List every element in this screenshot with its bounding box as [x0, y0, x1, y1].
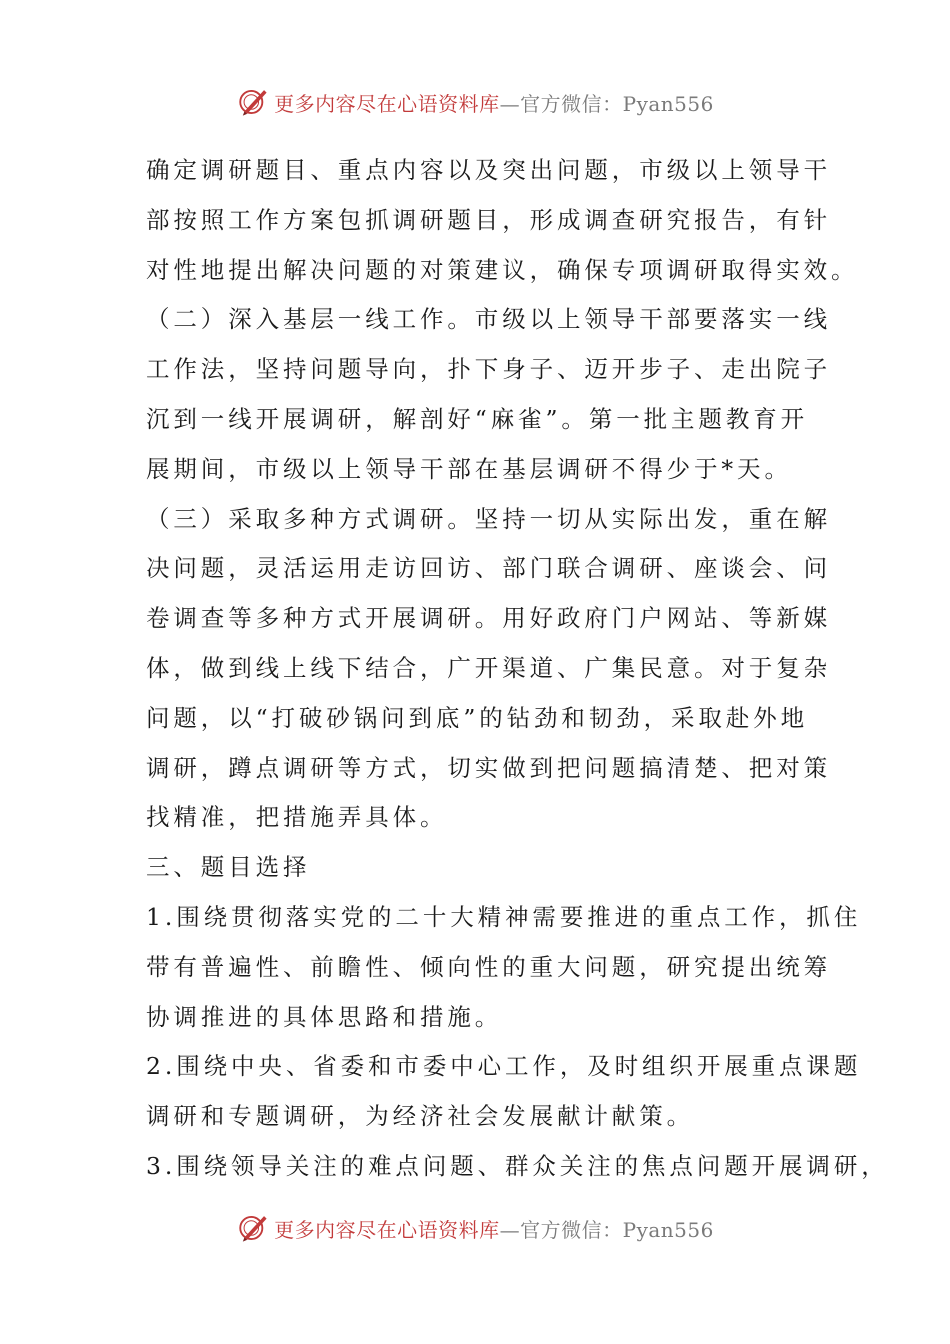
pen-seal-logo-icon — [236, 1211, 270, 1245]
text-line: 对性地提出解决问题的对策建议，确保专项调研取得实效。 — [146, 255, 859, 284]
text-line: （三）采取多种方式调研。坚持一切从实际出发，重在解 — [146, 504, 831, 533]
text-line: 3.围绕领导关注的难点问题、群众关注的焦点问题开展调研， — [146, 1151, 889, 1180]
banner-title: 更多内容尽在心语资料库 — [274, 1217, 500, 1242]
text-line: （二）深入基层一线工作。市级以上领导干部要落实一线 — [146, 305, 831, 334]
text-line: 体，做到线上线下结合，广开渠道、广集民意。对于复杂 — [146, 653, 831, 682]
text-line: 决问题，灵活运用走访回访、部门联合调研、座谈会、问 — [146, 554, 831, 583]
header-banner — [0, 82, 950, 122]
text-line: 工作法，坚持问题导向，扑下身子、迈开步子、走出院子 — [146, 355, 831, 384]
banner-title: 更多内容尽在心语资料库 — [274, 91, 500, 116]
text-line: 卷调查等多种方式开展调研。用好政府门户网站、等新媒 — [146, 604, 831, 633]
banner-subtitle: —官方微信：Pyan556 — [499, 1217, 714, 1242]
text-line: 展期间，市级以上领导干部在基层调研不得少于*天。 — [146, 454, 792, 483]
text-line: 沉到一线开展调研，解剖好“麻雀”。第一批主题教育开 — [146, 404, 809, 433]
text-line: 调研，蹲点调研等方式，切实做到把问题搞清楚、把对策 — [146, 753, 831, 782]
footer-banner — [0, 1208, 950, 1248]
text-line: 1.围绕贯彻落实党的二十大精神需要推进的重点工作，抓住 — [146, 902, 862, 931]
document-body — [146, 146, 889, 1192]
pen-seal-logo-icon — [236, 85, 270, 119]
text-line: 确定调研题目、重点内容以及突出问题，市级以上领导干 — [146, 156, 831, 184]
text-line: 部按照工作方案包抓调研题目，形成调查研究报告，有针 — [146, 205, 831, 234]
text-line: 问题，以“打破砂锅问到底”的钻劲和韧劲，采取赴外地 — [146, 703, 809, 732]
section-heading: 三、题目选择 — [146, 853, 311, 882]
text-line: 协调推进的具体思路和措施。 — [146, 1002, 503, 1031]
text-line: 带有普遍性、前瞻性、倾向性的重大问题，研究提出统筹 — [146, 952, 831, 981]
banner-subtitle: —官方微信：Pyan556 — [499, 91, 714, 116]
text-line: 2.围绕中央、省委和市委中心工作，及时组织开展重点课题 — [146, 1052, 862, 1081]
text-line: 调研和专题调研，为经济社会发展献计献策。 — [146, 1102, 694, 1131]
text-line: 找精准，把措施弄具体。 — [146, 803, 448, 832]
